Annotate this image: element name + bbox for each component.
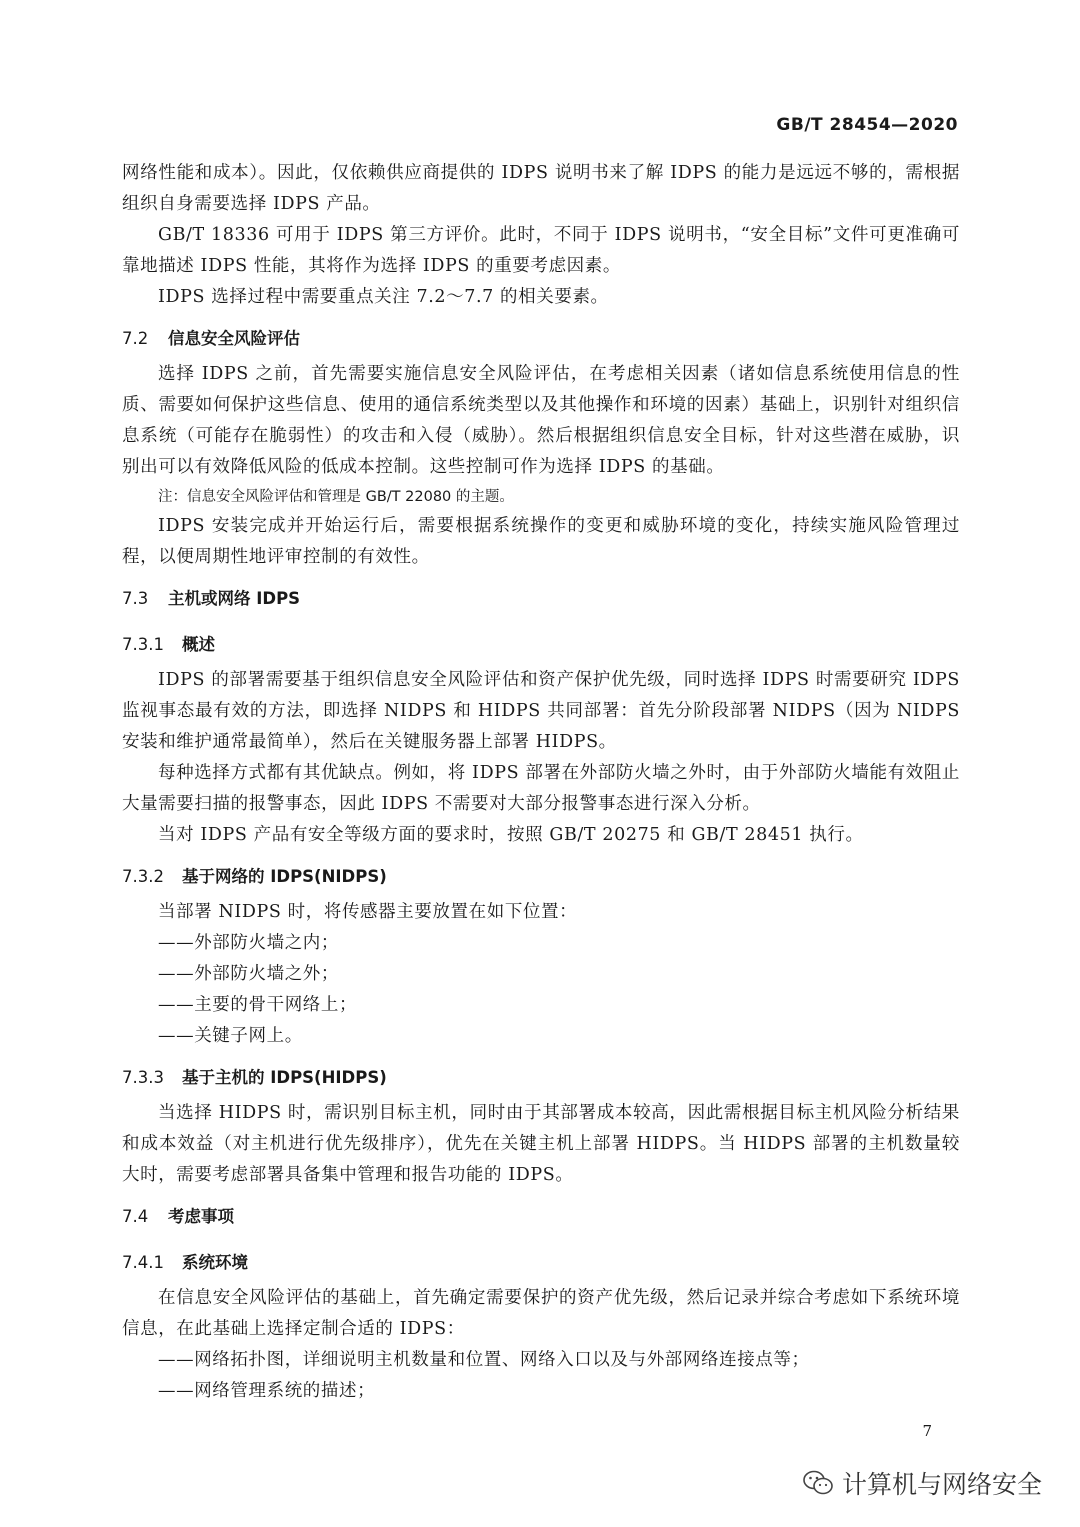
paragraph: 当部署 NIDPS 时，将传感器主要放置在如下位置：	[158, 902, 578, 922]
paragraph: 每种选择方式都有其优缺点。例如，将 IDPS 部署在外部防火墙之外时，由于外部防火墙能有效阻止大量需要扫描的报警事态，因此 IDPS 不需要对大部分报警事态进行深入分析。	[122, 763, 960, 814]
paragraph: 网络性能和成本）。因此，仅依赖供应商提供的 IDPS 说明书来了解 IDPS 的能力是远远不够的，需根据组织自身需要选择 IDPS 产品。	[122, 163, 960, 214]
list-item: ——主要的骨干网络上；	[158, 995, 358, 1015]
section-heading	[122, 1203, 960, 1231]
standard-number: GB/T 28454—2020	[776, 115, 958, 135]
list-item: ——外部防火墙之外；	[158, 964, 339, 984]
section-heading	[122, 1249, 960, 1277]
paragraph: IDPS 的部署需要基于组织信息安全风险评估和资产保护优先级，同时选择 IDPS 时需要研究 IDPS 监视事态最有效的方法，即选择 NIDPS 和 HIDPS 共同部署：首先分阶段部署 NIDPS（因为 NIDPS 安装和维护通常最简单），然后在关键服务器上部署 HIDPS。	[122, 670, 960, 752]
section-heading	[122, 1064, 960, 1092]
section-title: 基于网络的 IDPS(NIDPS)	[182, 867, 387, 886]
section-heading	[122, 325, 960, 353]
wechat-icon	[802, 1468, 834, 1498]
section-number: 7.4.1	[122, 1253, 164, 1272]
page-number: 7	[922, 1422, 932, 1440]
section-number: 7.2	[122, 329, 149, 348]
document-body	[122, 158, 960, 1407]
list-item: ——外部防火墙之内；	[158, 933, 339, 953]
paragraph: GB/T 18336 可用于 IDPS 第三方评价。此时，不同于 IDPS 说明书，“安全目标”文件可更准确可靠地描述 IDPS 性能，其将作为选择 IDPS 的重要考虑因素。	[122, 225, 960, 276]
section-number: 7.4	[122, 1207, 149, 1226]
note-paragraph: 注：信息安全风险评估和管理是 GB/T 22080 的主题。	[158, 489, 514, 505]
section-title: 考虑事项	[168, 1207, 234, 1226]
section-heading	[122, 631, 960, 659]
section-number: 7.3	[122, 589, 149, 608]
paragraph: IDPS 选择过程中需要重点关注 7.2～7.7 的相关要素。	[158, 287, 609, 307]
section-title: 主机或网络 IDPS	[168, 589, 301, 608]
section-number: 7.3.1	[122, 635, 164, 654]
section-title: 系统环境	[182, 1253, 248, 1272]
paragraph: 当对 IDPS 产品有安全等级方面的要求时，按照 GB/T 20275 和 GB/T 28451 执行。	[158, 825, 864, 845]
section-title: 信息安全风险评估	[168, 329, 300, 348]
paragraph: IDPS 安装完成并开始运行后，需要根据系统操作的变更和威胁环境的变化，持续实施风险管理过程，以便周期性地评审控制的有效性。	[122, 516, 960, 567]
list-item: ——关键子网上。	[158, 1026, 303, 1046]
watermark	[802, 1465, 1042, 1501]
section-number: 7.3.3	[122, 1068, 164, 1087]
paragraph: 当选择 HIDPS 时，需识别目标主机，同时由于其部署成本较高，因此需根据目标主机风险分析结果和成本效益（对主机进行优先级排序），优先在关键主机上部署 HIDPS。当 HIDPS 部署的主机数量较大时，需要考虑部署具备集中管理和报告功能的 IDPS。	[122, 1103, 960, 1185]
list-item: ——网络管理系统的描述；	[158, 1381, 376, 1401]
section-heading	[122, 585, 960, 613]
paragraph: 在信息安全风险评估的基础上，首先确定需要保护的资产优先级，然后记录并综合考虑如下系统环境信息，在此基础上选择定制合适的 IDPS：	[122, 1288, 960, 1339]
section-heading	[122, 863, 960, 891]
section-title: 基于主机的 IDPS(HIDPS)	[182, 1068, 387, 1087]
list-item: ——网络拓扑图，详细说明主机数量和位置、网络入口以及与外部网络连接点等；	[158, 1350, 810, 1370]
section-number: 7.3.2	[122, 867, 164, 886]
paragraph: 选择 IDPS 之前，首先需要实施信息安全风险评估，在考虑相关因素（诸如信息系统使用信息的性质、需要如何保护这些信息、使用的通信系统类型以及其他操作和环境的因素）基础上，识别针对组织信息系统（可能存在脆弱性）的攻击和入侵（威胁）。然后根据组织信息安全目标，针对这些潜在威胁，识别出可以有效降低风险的低成本控制。这些控制可作为选择 IDPS 的基础。	[122, 364, 960, 477]
watermark-text: 计算机与网络安全	[841, 1470, 1042, 1499]
section-title: 概述	[182, 635, 215, 654]
